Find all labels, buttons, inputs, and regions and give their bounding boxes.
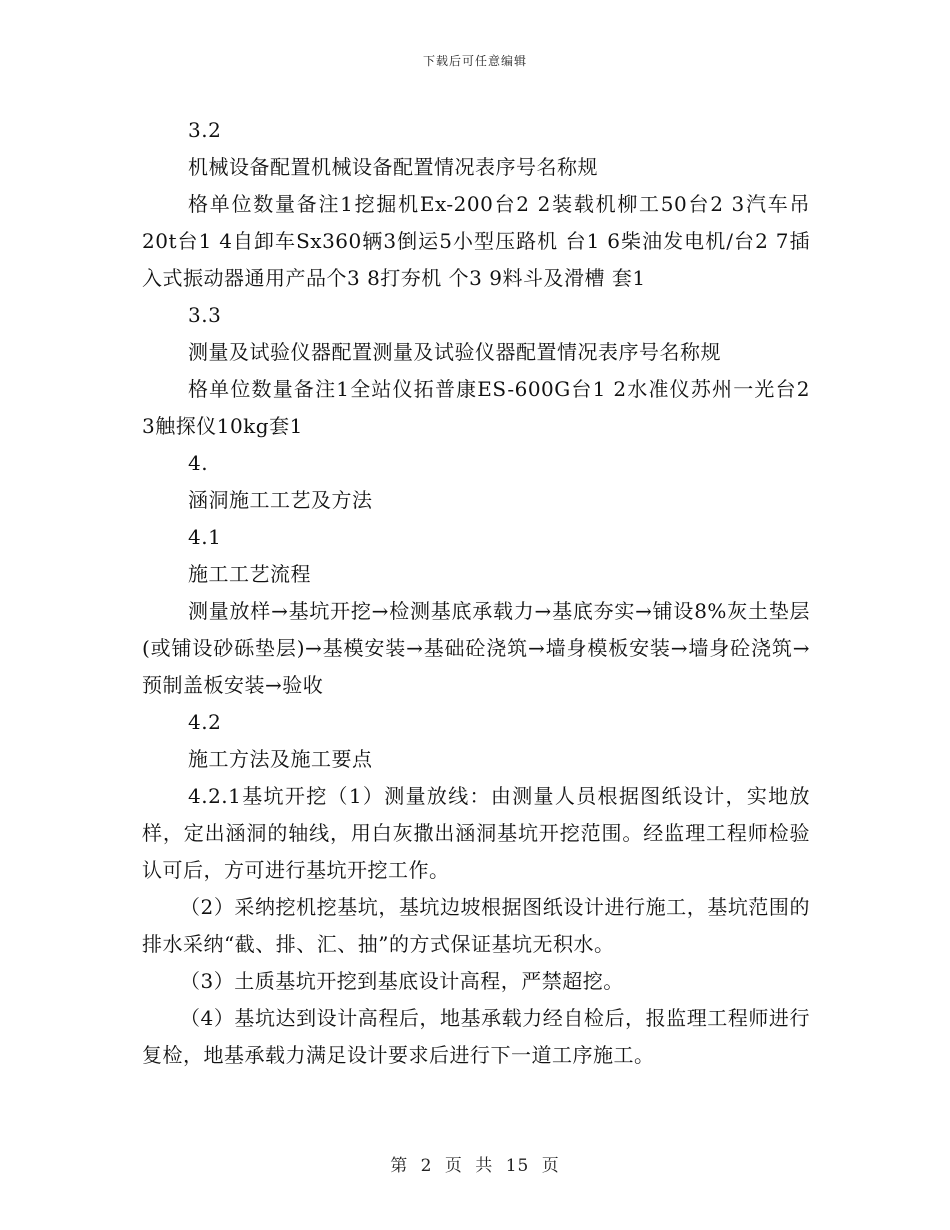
excavation-paragraph-4: （4）基坑达到设计高程后，地基承载力经自检后，报监理工程师进行复检，地基承载力满足设计要求后进行下一道工序施工。 (142, 1006, 810, 1067)
section-title-process-flow: 施工工艺流程 (188, 562, 311, 586)
equipment-table-content: 格单位数量备注1挖掘机Ex-200台2 2装载机柳工50台2 3汽车吊20t台1 4自卸车Sx360辆3倒运5小型压路机 台1 6柴油发电机/台2 7插入式振动器通用产品个3 8打夯机 个3 9料斗及滑槽 套1 (142, 192, 810, 290)
instrument-table-content: 格单位数量备注1全站仪拓普康ES-600G台1 2水准仪苏州一光台2 3触探仪10kg套1 (142, 377, 810, 438)
excavation-paragraph-3: （3）土质基坑开挖到基底设计高程，严禁超挖。 (180, 969, 624, 993)
document-body (142, 112, 810, 1074)
section-number-4: 4. (188, 451, 209, 475)
instrument-table-title: 测量及试验仪器配置测量及试验仪器配置情况表序号名称规 (188, 340, 721, 364)
excavation-paragraph-1: 4.2.1基坑开挖（1）测量放线：由测量人员根据图纸设计，实地放样，定出涵洞的轴线，用白灰撒出涵洞基坑开挖范围。经监理工程师检验认可后，方可进行基坑开挖工作。 (142, 784, 810, 882)
section-number-3-3: 3.3 (188, 303, 222, 327)
equipment-table-title: 机械设备配置机械设备配置情况表序号名称规 (188, 155, 598, 179)
section-title-culvert: 涵洞施工工艺及方法 (188, 488, 373, 512)
excavation-paragraph-2: （2）采纳挖机挖基坑，基坑边坡根据图纸设计进行施工，基坑范围的排水采纳“截、排、汇、抽”的方式保证基坑无积水。 (142, 895, 810, 956)
section-number-4-2: 4.2 (188, 710, 222, 734)
section-title-methods: 施工方法及施工要点 (188, 747, 373, 771)
page-header-note: 下载后可任意编辑 (422, 54, 527, 68)
page-number: 第 2 页 共 15 页 (390, 1156, 560, 1176)
section-number-3-2: 3.2 (188, 118, 222, 142)
process-flow-text: 测量放样→基坑开挖→检测基底承载力→基底夯实→铺设8%灰土垫层(或铺设砂砾垫层)→基模安装→基础砼浇筑→墙身模板安装→墙身砼浇筑→预制盖板安装→验收 (142, 599, 810, 697)
section-number-4-1: 4.1 (188, 525, 222, 549)
